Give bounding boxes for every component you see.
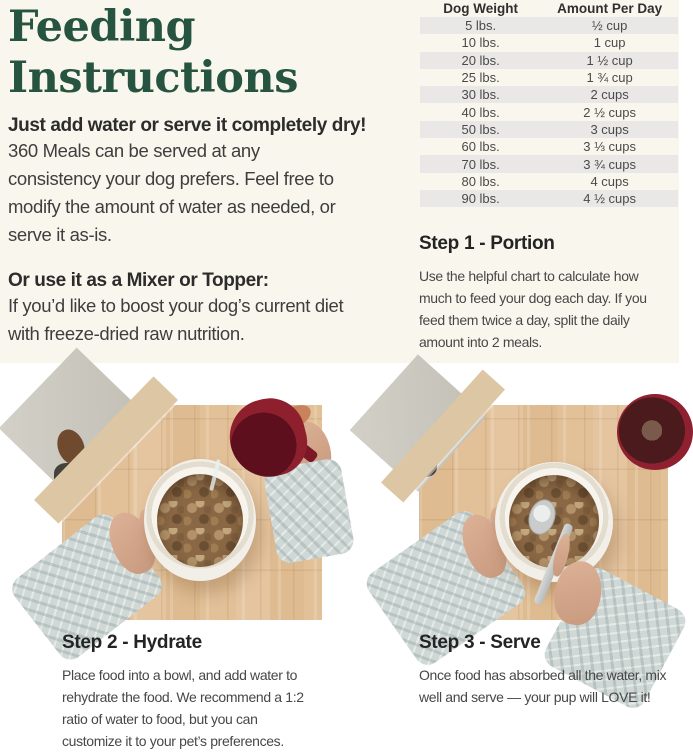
page-title-line2: Instructions — [8, 53, 298, 103]
step-1-body — [419, 265, 679, 353]
table-row — [420, 86, 678, 103]
step-1-line: Use the helpful chart to calculate how — [419, 268, 639, 284]
feeding-chart — [420, 0, 678, 207]
step-3-body — [419, 664, 679, 708]
intro-column — [8, 2, 410, 348]
intro-body-line: serve it as-is. — [8, 224, 112, 245]
step-1-portion — [419, 233, 679, 353]
intro-body-line: consistency your dog prefers. Feel free to — [8, 168, 334, 189]
cell-amount: 3 ¾ cups — [583, 156, 636, 172]
mixer-body-line: If you’d like to boost your dog’s current diet — [8, 295, 344, 316]
cell-weight: 30 lbs. — [461, 87, 500, 103]
step-1-title: Step 1 - Portion — [419, 233, 555, 254]
table-row — [420, 138, 678, 155]
kibble-food — [157, 474, 243, 567]
cell-amount: 3 ⅓ cups — [583, 139, 636, 155]
cell-amount: 1 ½ cup — [586, 52, 633, 68]
step-3-serve — [419, 632, 679, 708]
cell-amount: 2 cups — [590, 87, 629, 103]
cell-weight: 10 lbs. — [461, 35, 500, 51]
column-header-amount: Amount Per Day — [557, 1, 663, 16]
cell-weight: 80 lbs. — [461, 173, 500, 189]
table-row — [420, 173, 678, 190]
cell-weight: 50 lbs. — [461, 121, 500, 137]
cell-weight: 40 lbs. — [461, 104, 500, 120]
cell-weight: 70 lbs. — [461, 156, 500, 172]
cell-amount: 2 ½ cups — [583, 104, 636, 120]
hydrate-photo — [62, 405, 322, 620]
table-row — [420, 17, 678, 34]
step-1-line: amount into 2 meals. — [419, 334, 542, 350]
step-2-line: customize it to your pet’s preferences. — [62, 733, 284, 749]
table-row — [420, 103, 678, 120]
step-1-line: feed them twice a day, split the daily — [419, 312, 630, 328]
mixer-body-line: with freeze-dried raw nutrition. — [8, 323, 245, 344]
red-bowl — [617, 394, 693, 470]
step-2-title: Step 2 - Hydrate — [62, 632, 202, 653]
column-header-dog-weight: Dog Weight — [443, 1, 518, 16]
table-row — [420, 69, 678, 86]
cell-weight: 25 lbs. — [461, 70, 500, 86]
cell-amount: 4 cups — [590, 173, 629, 189]
mixer-body — [8, 292, 410, 348]
cell-weight: 20 lbs. — [461, 52, 500, 68]
table-row — [420, 190, 678, 207]
table-row — [420, 155, 678, 172]
table-row — [420, 34, 678, 51]
intro-lead: Just add water or serve it completely dry! — [8, 115, 367, 136]
mixer-heading: Or use it as a Mixer or Topper: — [8, 270, 269, 291]
page-title-line1: Feeding — [8, 2, 196, 52]
step-2-line: rehydrate the food. We recommend a 1:2 — [62, 689, 304, 705]
intro-body — [8, 137, 410, 249]
step-2-hydrate — [62, 632, 402, 752]
table-row — [420, 52, 678, 69]
cell-weight: 5 lbs. — [465, 18, 497, 34]
page-title — [8, 2, 410, 104]
cell-amount: 3 cups — [590, 121, 629, 137]
step-2-body — [62, 664, 402, 752]
intro-body-line: 360 Meals can be served at any — [8, 140, 260, 161]
step-2-line: Place food into a bowl, and add water to — [62, 667, 298, 683]
step-1-line: much to feed your dog each day. If you — [419, 290, 647, 306]
serve-photo — [419, 405, 668, 620]
intro-body-line: modify the amount of water as needed, or — [8, 196, 336, 217]
step-3-line: well and serve — your pup will LOVE it! — [419, 689, 651, 705]
cell-amount: 4 ½ cups — [583, 191, 636, 207]
cell-amount: ½ cup — [591, 18, 628, 34]
step-3-line: Once food has absorbed all the water, mix — [419, 667, 667, 683]
step-2-line: ratio of water to food, but you can — [62, 711, 258, 727]
cell-amount: 1 cup — [593, 35, 626, 51]
table-row — [420, 121, 678, 138]
step-3-title: Step 3 - Serve — [419, 632, 541, 653]
cell-weight: 90 lbs. — [461, 191, 500, 207]
cell-weight: 60 lbs. — [461, 139, 500, 155]
feeding-chart-header — [420, 0, 678, 17]
cell-amount: 1 ¾ cup — [586, 70, 633, 86]
